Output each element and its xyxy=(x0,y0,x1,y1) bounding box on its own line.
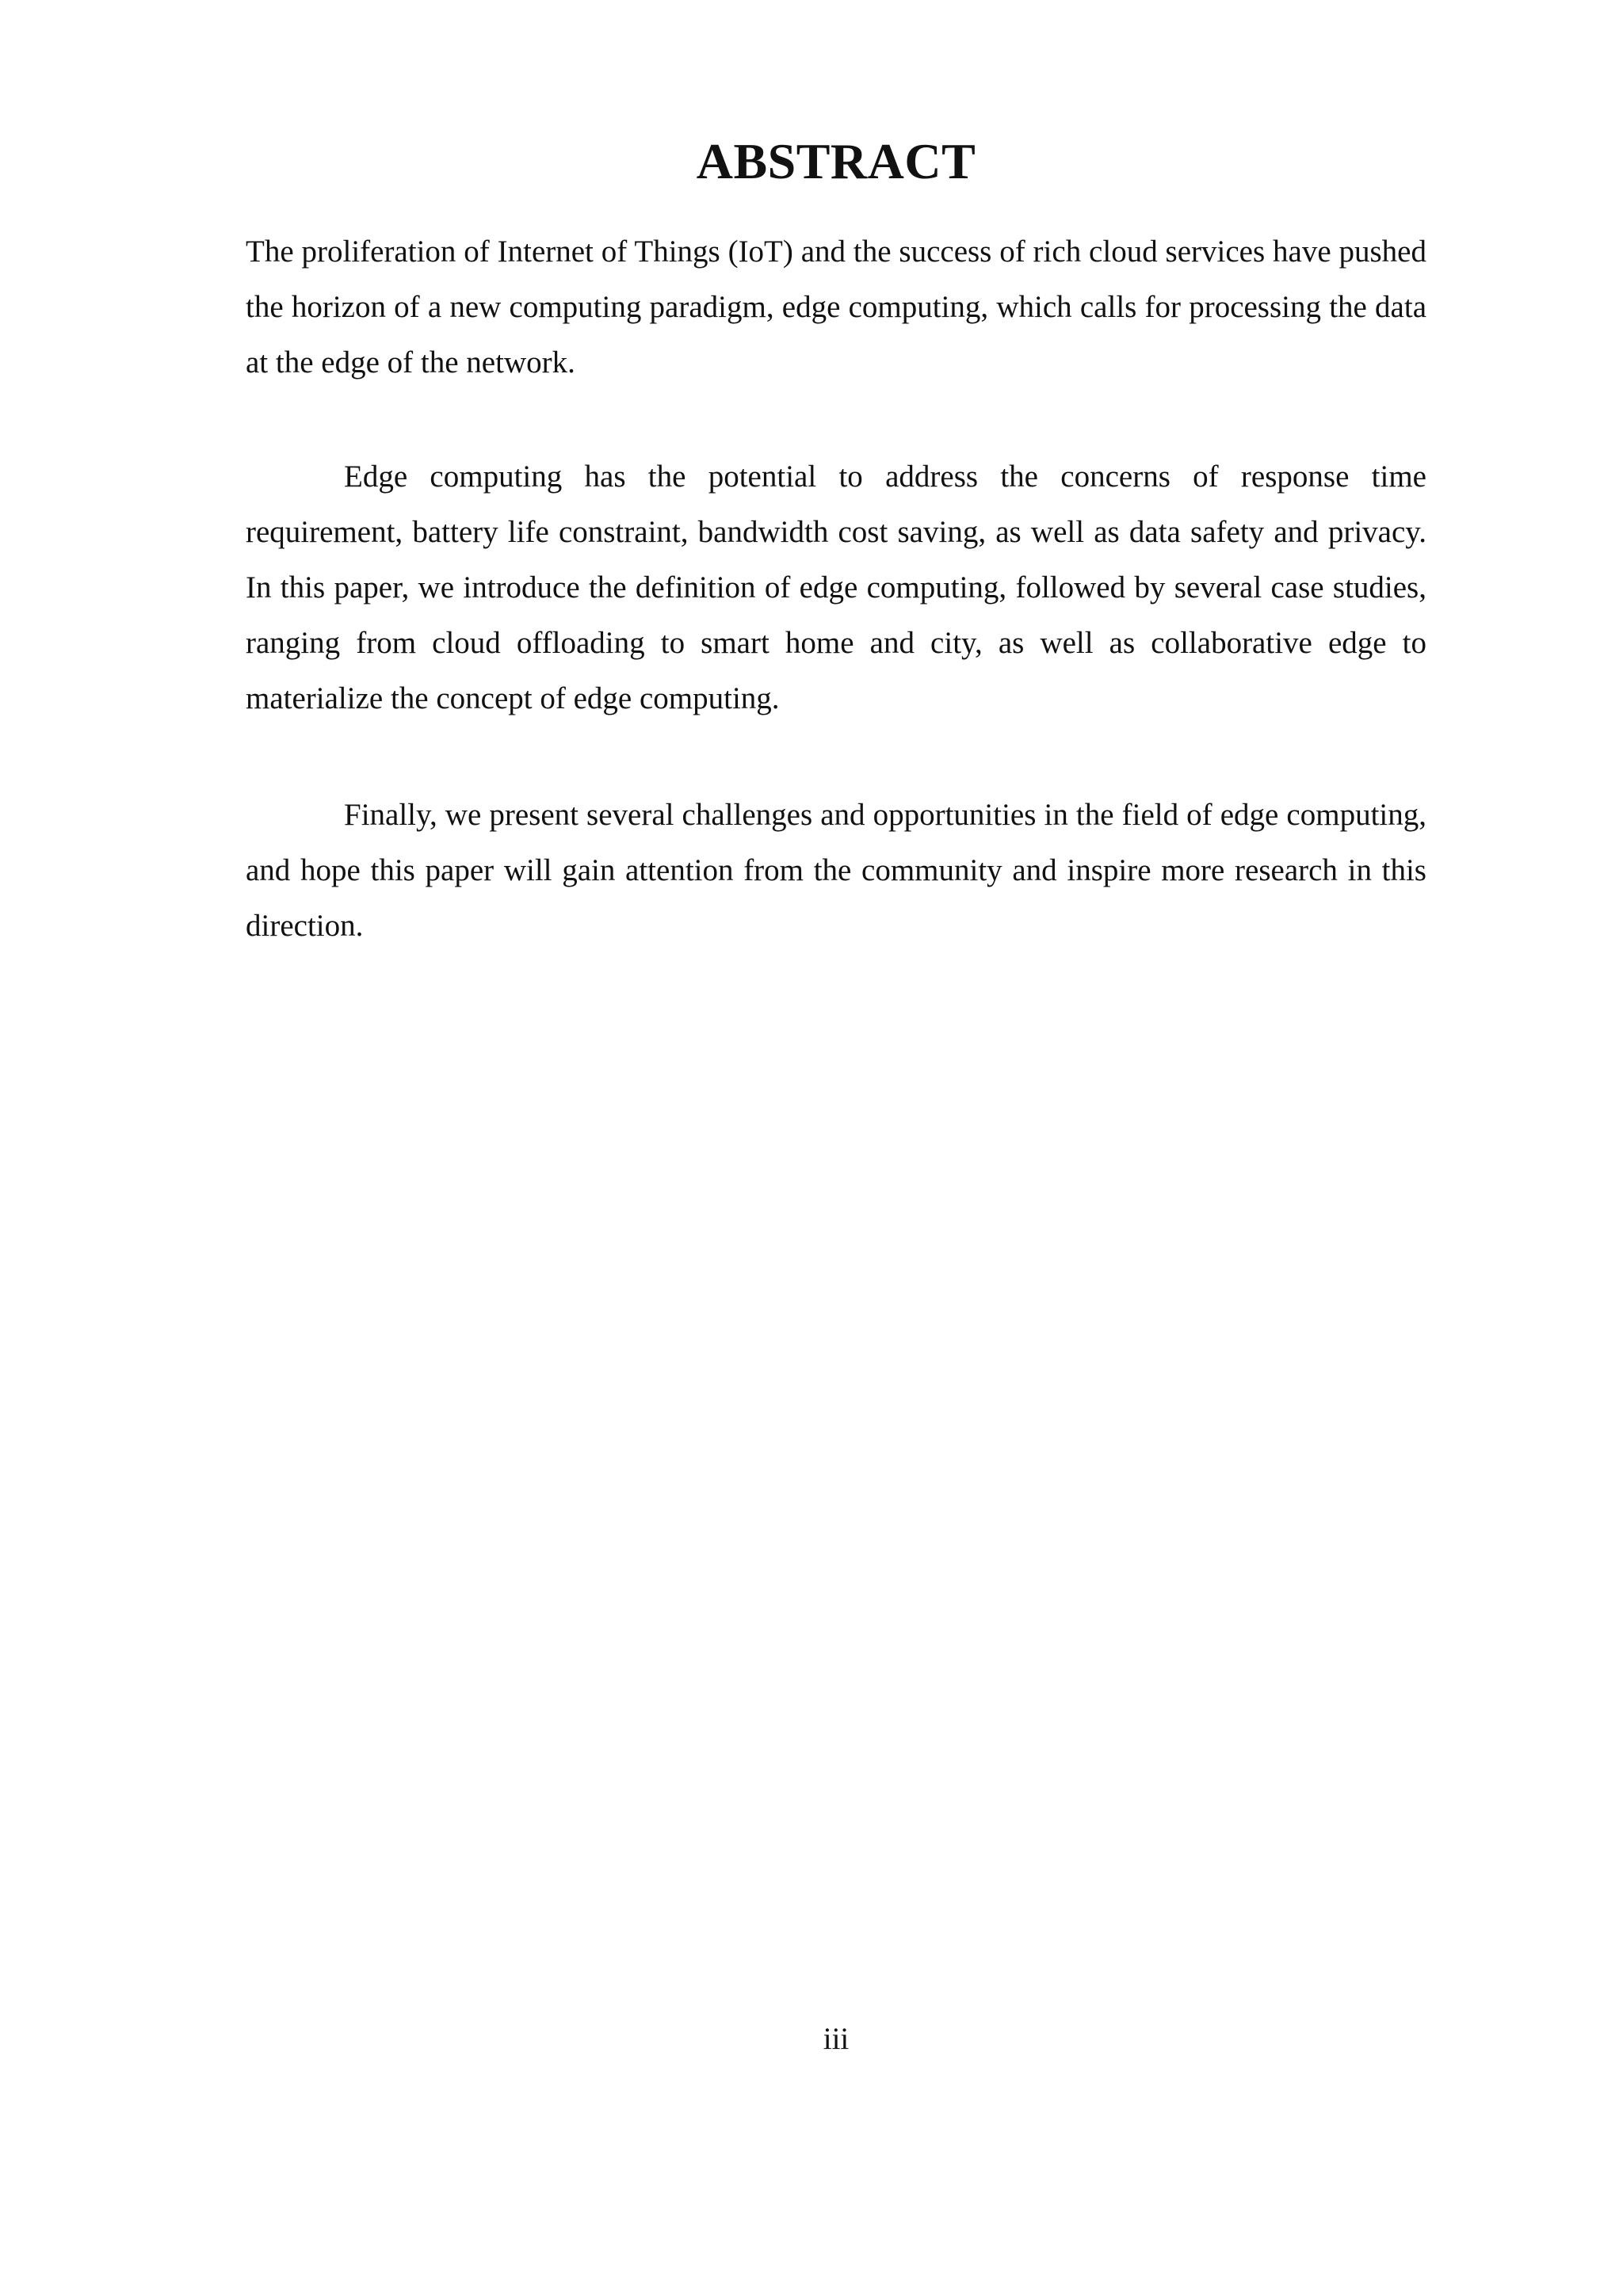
abstract-paragraph-1: The proliferation of Internet of Things (IoT) and the success of rich cloud services have pushed the horizon of a new computing paradigm, edge computing, which calls for processing the data at the edge of the network. xyxy=(246,235,1426,379)
page-number: iii xyxy=(823,2022,850,2056)
abstract-paragraph-3: Finally, we present several challenges and opportunities in the field of edge computing, and hope this paper will gain attention from the community and inspire more research in this direction. xyxy=(246,798,1426,943)
abstract-paragraph-2: Edge computing has the potential to address the concerns of response time requirement, battery life constraint, bandwidth cost saving, as well as data safety and privacy. In this paper, we introduce the definition of edge computing, followed by several case studies, ranging from cloud offloading to smart home and city, as well as collaborative edge to materialize the concept of edge computing. xyxy=(246,460,1426,715)
abstract-title: ABSTRACT xyxy=(696,133,976,189)
